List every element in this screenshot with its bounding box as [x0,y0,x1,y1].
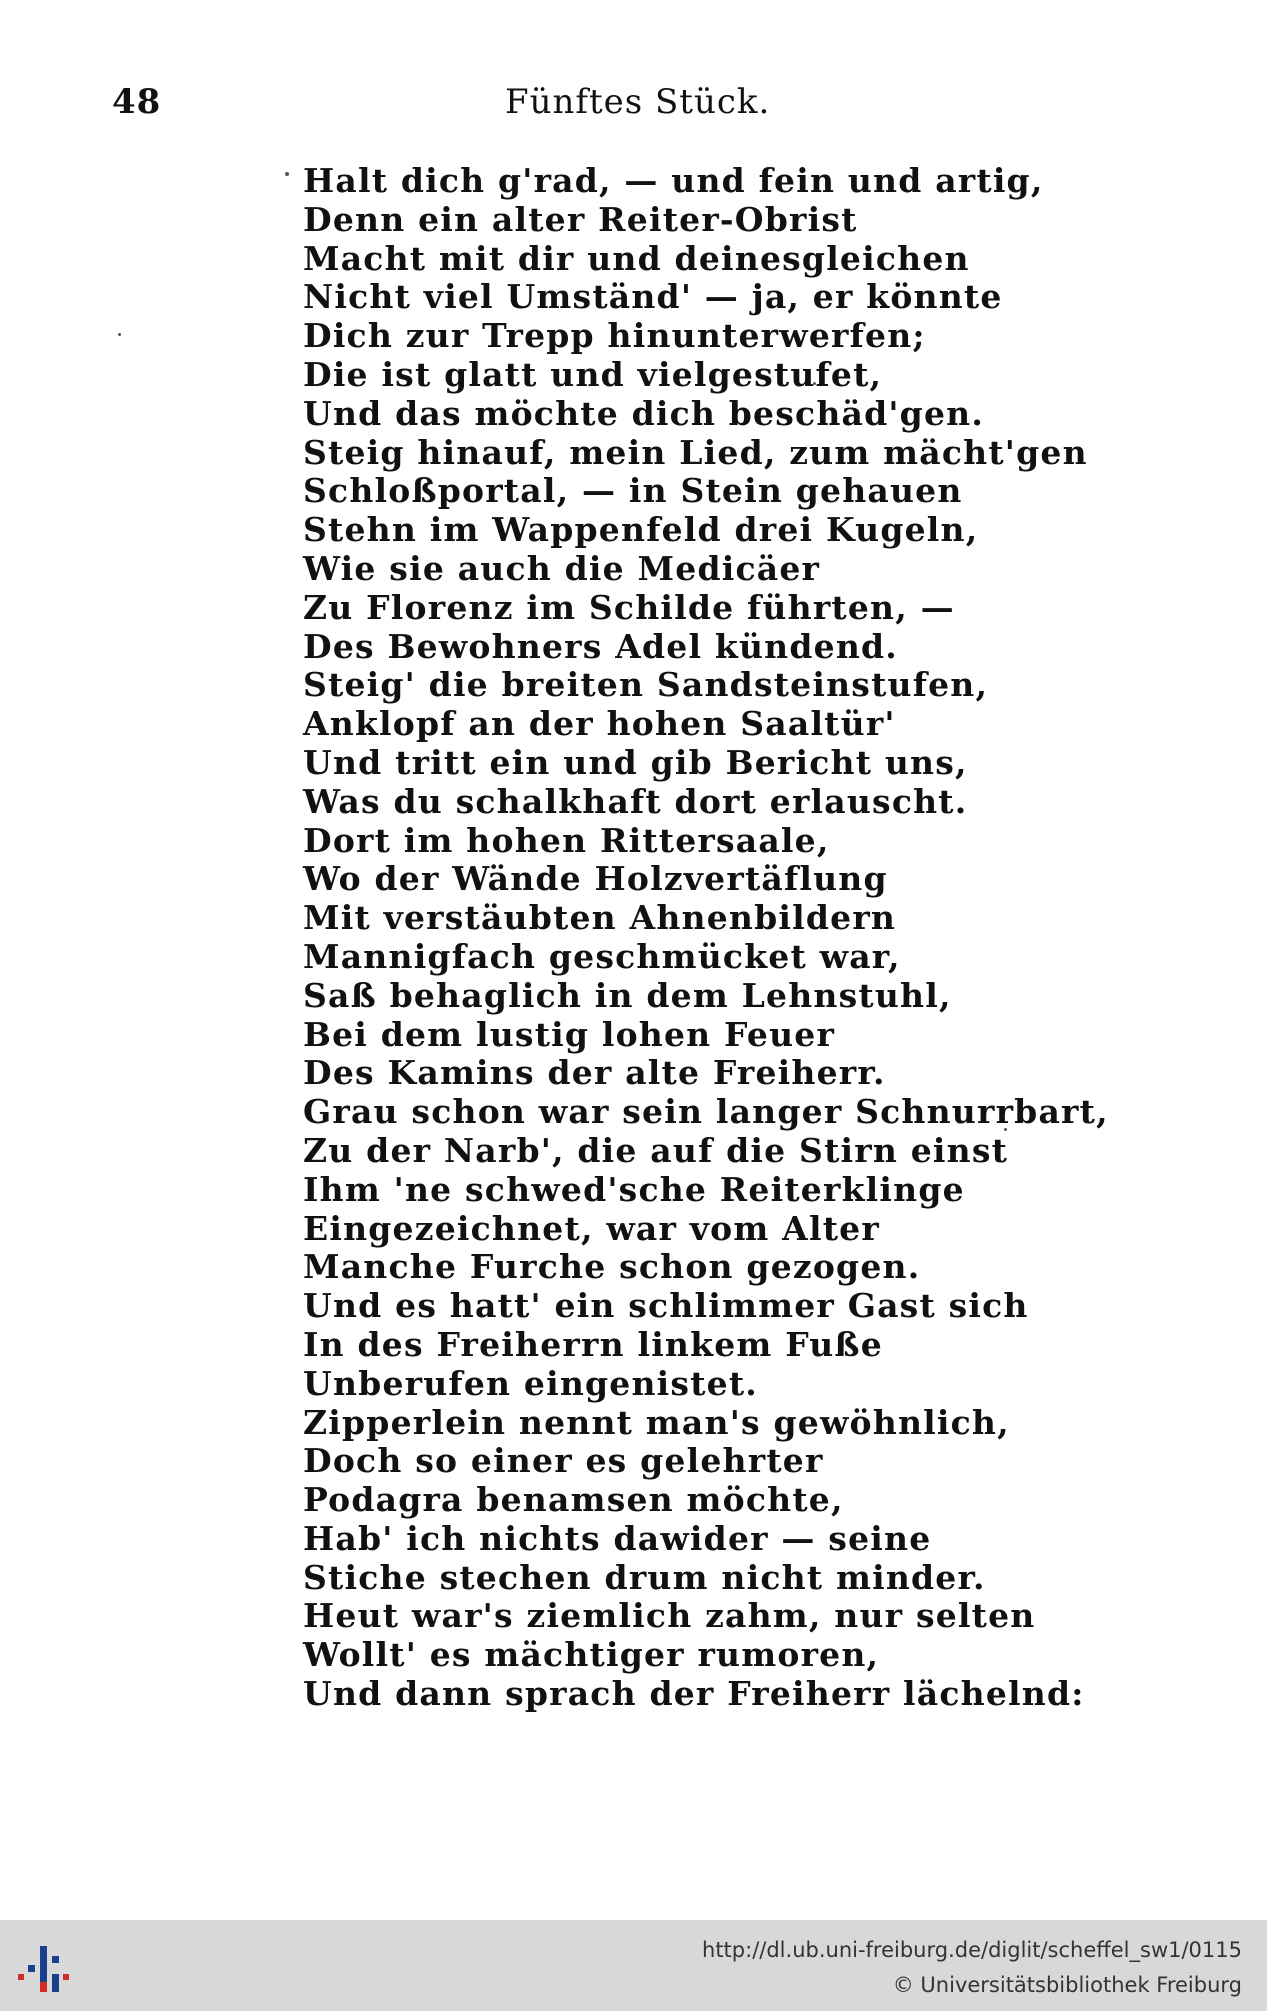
poem-line: Podagra benamsen möchte, [303,1480,844,1520]
ink-speck [285,172,289,176]
poem-line: Denn ein alter Reiter-Obrist [303,199,858,239]
poem-line: Zu Florenz im Schilde führten, — [303,587,955,627]
poem-line: Des Bewohners Adel kündend. [303,626,898,666]
poem-line: Eingezeichnet, war vom Alter [303,1208,880,1248]
poem-line: Schloßportal, — in Stein gehauen [303,471,963,511]
poem-line: Wo der Wände Holzvertäflung [303,859,888,899]
poem-line: Des Kamins der alte Freiherr. [303,1053,886,1093]
poem-line: Steig hinauf, mein Lied, zum mächt'gen [303,432,1088,472]
poem-line: Doch so einer es gelehrter [303,1441,824,1481]
poem-line: Halt dich g'rad, — und fein und artig, [303,161,1044,200]
poem-line: Heut war's ziemlich zahm, nur selten [303,1596,1036,1636]
permalink-url[interactable]: http://dl.ub.uni-freiburg.de/diglit/scheffel_sw1/0115 [702,1938,1242,1962]
copyright-credit: © Universitätsbibliothek Freiburg [892,1973,1242,1997]
page-number: 48 [112,82,162,122]
poem-line: Hab' ich nichts dawider — seine [303,1518,932,1558]
poem-line: Steig' die breiten Sandsteinstufen, [303,665,989,705]
poem-line: Wie sie auch die Medicäer [303,548,821,588]
poem-line: Wollt' es mächtiger rumoren, [303,1635,880,1675]
library-logo-icon[interactable] [10,1934,80,2004]
ink-speck [118,333,121,336]
poem-line: Anklopf an der hohen Saaltür' [303,704,896,744]
poem-text [303,162,1123,1714]
poem-line: In des Freiherrn linkem Fuße [303,1324,883,1364]
poem-line: Macht mit dir und deinesgleichen [303,238,970,278]
poem-line: Zu der Narb', die auf die Stirn einst [303,1130,1009,1170]
poem-line: Saß behaglich in dem Lehnstuhl, [303,975,952,1015]
poem-line: Bei dem lustig lohen Feuer [303,1014,836,1054]
viewer-footer [0,1920,1267,2011]
poem-line: Dich zur Trepp hinunterwerfen; [303,316,926,356]
poem-line: Und dann sprach der Freiherr lächelnd: [303,1674,1085,1714]
poem-line: Stehn im Wappenfeld drei Kugeln, [303,510,979,550]
poem-line: Mannigfach geschmücket war, [303,936,901,976]
poem-line: Und tritt ein und gib Bericht uns, [303,742,968,782]
running-head: Fünftes Stück. [505,82,771,122]
poem-line: Was du schalkhaft dort erlauscht. [303,781,968,821]
poem-line: Und es hatt' ein schlimmer Gast sich [303,1286,1029,1326]
poem-line: Grau schon war sein langer Schnurrbart, [303,1092,1109,1132]
poem-line: Ihm 'ne schwed'sche Reiterklinge [303,1169,965,1209]
poem-line: Dort im hohen Rittersaale, [303,820,830,860]
poem-line: Mit verstäubten Ahnenbildern [303,898,897,938]
poem-line: Die ist glatt und vielgestufet, [303,354,883,394]
poem-line: Zipperlein nennt man's gewöhnlich, [303,1402,1010,1442]
poem-line: Unberufen eingenistet. [303,1363,758,1403]
poem-line: Manche Furche schon gezogen. [303,1247,921,1287]
poem-line: Und das möchte dich beschäd'gen. [303,393,985,433]
poem-line: Nicht viel Umständ' — ja, er könnte [303,277,1003,317]
poem-line: Stiche stechen drum nicht minder. [303,1557,986,1597]
